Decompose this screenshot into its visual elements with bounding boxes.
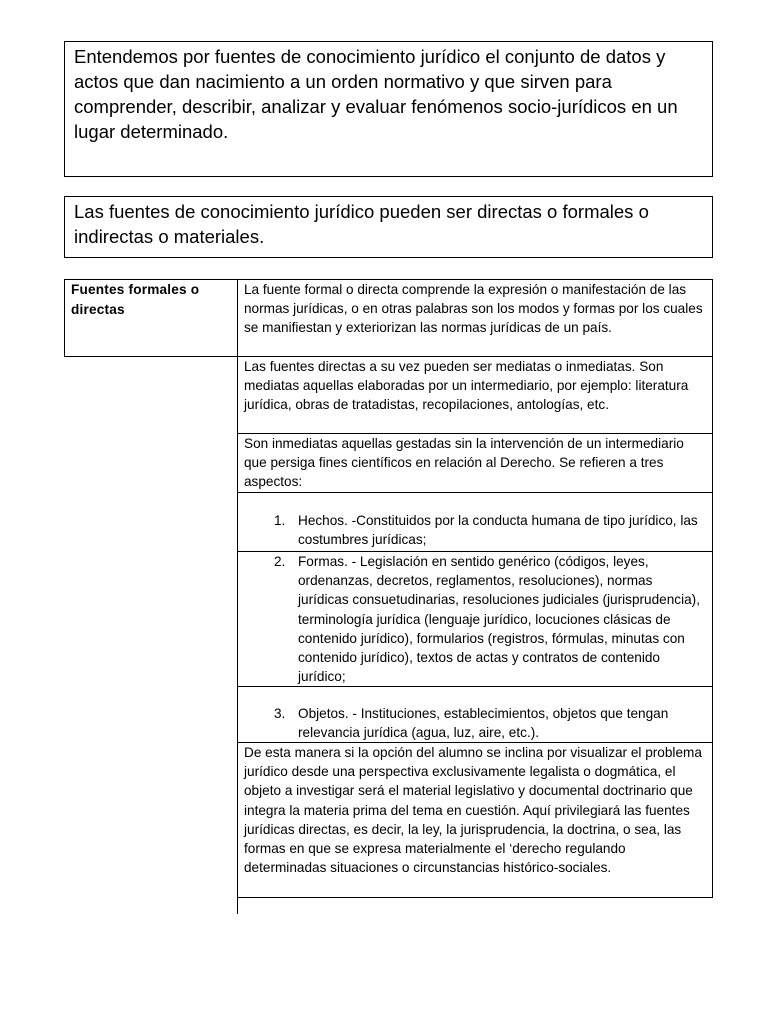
row-closing: De esta manera si la opción del alumno se inclina por visualizar el problema jurídico desde una perspectiva exclusivamente legalista o dogmática, el objeto a investigar será el material legislativo y documental doctrinario que integra la materia prima del tema en cuestión. Aquí privilegiará las fuentes jurídicas directas, es decir, la ley, la jurisprudencia, la doctrina, o sea, las formas en que se expresa materialmente el ‘derecho regulando determinadas situaciones o circunstancias histórico-sociales. (244, 745, 702, 876)
list-item (244, 704, 706, 742)
table-label-text: Fuentes formales o directas (71, 282, 200, 317)
list-item-text: Objetos. - Instituciones, establecimientos, objetos que tengan relevancia jurídica (agua, luz, aire, etc.). (298, 706, 669, 741)
list-item (244, 511, 706, 549)
row-inmediatas: Son inmediatas aquellas gestadas sin la intervención de un intermediario que persiga fines científicos en relación al Derecho. Se refieren a tres aspectos: (244, 436, 684, 490)
table-row (237, 551, 713, 687)
list-item-text: Hechos. -Constituidos por la conducta humana de tipo jurídico, las costumbres jurídicas; (298, 513, 698, 548)
table-row (237, 356, 713, 434)
table-label-cell (64, 279, 238, 357)
list-item-number: 3. (274, 706, 286, 721)
intro-types-text: Las fuentes de conocimiento jurídico pueden ser directas o formales o indirectas o materiales. (74, 201, 649, 247)
list-item-number: 2. (274, 554, 286, 569)
table-row (237, 742, 713, 898)
intro-types-box (64, 196, 713, 258)
table-row (237, 433, 713, 493)
intro-definition-text: Entendemos por fuentes de conocimiento jurídico el conjunto de datos y actos que dan nacimiento a un orden normativo y que sirven para comprender, describir, analizar y evaluar fenómenos socio-jurídicos en un lugar determinado. (74, 46, 678, 142)
list-item-text: Formas. - Legislación en sentido genérico (códigos, leyes, ordenanzas, decretos, reglamentos, resoluciones), normas jurídicas consuetudinarias, resoluciones judiciales (jurisprudencia), terminología jurídica (lenguaje jurídico, locuciones clásicas de contenido jurídico), formularios (registros, fórmulas, minutas con contenido jurídico), textos de actas y contratos de contenido jurídico; (298, 554, 700, 685)
table-row (237, 686, 713, 743)
row-mediatas: Las fuentes directas a su vez pueden ser mediatas o inmediatas. Son mediatas aquellas elaboradas por un intermediario, por ejemplo: literatura jurídica, obras de tratadistas, recopilaciones, antologías, etc. (244, 359, 689, 413)
table-row (237, 279, 713, 357)
intro-definition-box (64, 41, 713, 177)
list-item-number: 1. (274, 513, 286, 528)
row-formal-definition: La fuente formal o directa comprende la expresión o manifestación de las normas jurídicas, o en otras palabras son los modos y formas por los cuales se manifiestan y exteriorizan las normas jurídicas de un país. (244, 282, 703, 336)
table-border-extension (237, 897, 238, 914)
list-item (244, 552, 706, 686)
table-row (237, 492, 713, 552)
